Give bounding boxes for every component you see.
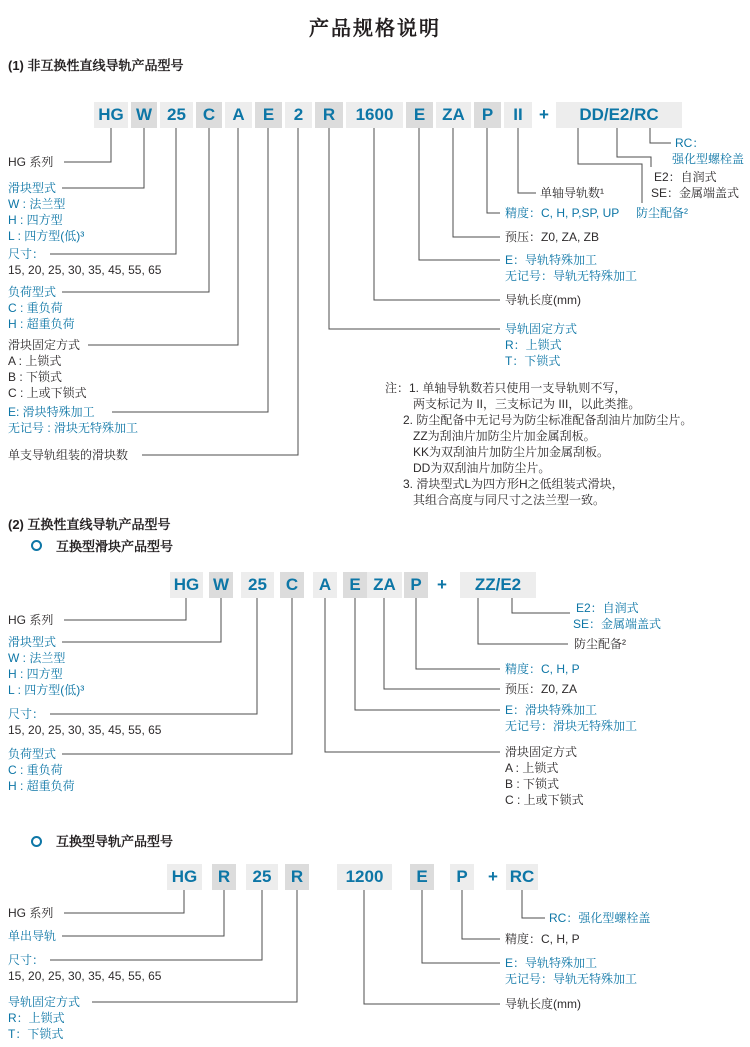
s3-code-e: E bbox=[410, 864, 434, 890]
s1-rail-special-none: 无记号：导轨无特殊加工 bbox=[505, 269, 638, 283]
s2-code-plus: + bbox=[437, 575, 447, 594]
bullet-circle-icon bbox=[31, 540, 42, 551]
s1-block-type-w: W : 法兰型 bbox=[8, 197, 66, 211]
s2-label-block-type bbox=[8, 634, 84, 698]
s2-code-w: W bbox=[209, 572, 233, 598]
s1-label-mount bbox=[8, 337, 87, 401]
s1-note-line-3: 2. 防尘配备中无记号为防尘标准配备刮油片加防尘片。 bbox=[403, 413, 693, 427]
s1-label-precision: 精度：C, H, P,SP, UP bbox=[505, 206, 620, 220]
s1-code-e2: E bbox=[406, 102, 433, 128]
s2-code-e: E bbox=[343, 572, 367, 598]
s1-label-rail-count: 单轴导轨数¹ bbox=[540, 186, 604, 200]
s2-special-none: 无记号：滑块无特殊加工 bbox=[505, 719, 638, 733]
s1-special-e: E: 滑块特殊加工 bbox=[8, 405, 95, 419]
s1-label-size bbox=[8, 246, 161, 278]
s3-code-r1: R bbox=[212, 864, 236, 890]
s1-code-e1: E bbox=[255, 102, 282, 128]
s1-code-25: 25 bbox=[160, 102, 193, 128]
s3-label-rail-special bbox=[505, 955, 637, 987]
s3-label-single-rail: 单出导轨 bbox=[8, 929, 57, 943]
s3-size-values: 15, 20, 25, 30, 35, 45, 55, 65 bbox=[8, 969, 162, 983]
s1-note-line-7: 3. 滑块型式L为四方形H之低组装式滑块， bbox=[403, 477, 624, 491]
s1-code-za: ZA bbox=[436, 102, 471, 128]
s3-code-hg: HG bbox=[167, 864, 202, 890]
s1-mount-title: 滑块固定方式 bbox=[8, 338, 81, 352]
s2-mount-a: A : 上锁式 bbox=[505, 761, 559, 775]
s1-code-w: W bbox=[131, 102, 157, 128]
s1-label-series: HG 系列 bbox=[8, 155, 54, 169]
s1-label-load bbox=[8, 284, 75, 332]
s1-code-p: P bbox=[474, 102, 501, 128]
s1-special-none: 无记号 : 滑块无特殊加工 bbox=[8, 421, 139, 435]
s2-label-precision: 精度：C, H, P bbox=[505, 662, 580, 676]
s1-note-line-8: 其组合高度与同尺寸之法兰型一致。 bbox=[413, 493, 606, 507]
s2-code-c: C bbox=[280, 572, 304, 598]
s2-label-preload: 预压：Z0, ZA bbox=[505, 682, 578, 696]
s2-label-se: SE：金属端盖式 bbox=[573, 617, 662, 631]
section2-heading: (2) 互换性直线导轨产品型号 bbox=[8, 517, 171, 532]
s3-rail-mount-r: R：上锁式 bbox=[8, 1011, 65, 1025]
s3-label-rail-length: 导轨长度(mm) bbox=[505, 997, 581, 1011]
s3-size-title: 尺寸： bbox=[8, 953, 45, 967]
s2-size-title: 尺寸： bbox=[8, 707, 45, 721]
s1-label-se: SE：金属端盖式 bbox=[651, 186, 740, 200]
s2-label-size bbox=[8, 706, 161, 738]
s1-code-hg: HG bbox=[94, 102, 128, 128]
s2-block-type-l: L : 四方型(低)³ bbox=[8, 683, 85, 697]
s2-load-c: C : 重负荷 bbox=[8, 763, 63, 777]
s2-code-a: A bbox=[313, 572, 337, 598]
s1-label-block-type bbox=[8, 180, 84, 244]
s3-code-1200: 1200 bbox=[337, 864, 392, 890]
s3-label-rc: RC：强化型螺栓盖 bbox=[549, 911, 651, 925]
s1-block-type-title: 滑块型式 bbox=[8, 181, 57, 195]
section3-subheading: 互换型导轨产品型号 bbox=[56, 834, 174, 849]
s1-note-line-6: DD为双刮油片加防尘片。 bbox=[413, 461, 551, 475]
s3-label-size bbox=[8, 952, 161, 984]
s1-label-preload: 预压：Z0, ZA, ZB bbox=[505, 230, 600, 244]
s1-label-dust: 防尘配备² bbox=[636, 206, 688, 220]
s3-code-p: P bbox=[450, 864, 474, 890]
s1-label-rail-mount bbox=[505, 321, 577, 369]
s1-load-h: H : 超重负荷 bbox=[8, 317, 75, 331]
s1-label-e2: E2：自润式 bbox=[654, 170, 717, 184]
s1-rail-special-e: E：导轨特殊加工 bbox=[505, 253, 598, 267]
s3-rail-mount-title: 导轨固定方式 bbox=[8, 995, 81, 1009]
s3-code-25: 25 bbox=[246, 864, 278, 890]
s3-label-series: HG 系列 bbox=[8, 906, 54, 920]
s3-rail-mount-t: T：下锁式 bbox=[8, 1027, 64, 1041]
s1-label-rc-title: RC： bbox=[675, 136, 705, 150]
s1-code-r: R bbox=[315, 102, 343, 128]
s1-load-title: 负荷型式 bbox=[8, 285, 57, 299]
s2-code-p: P bbox=[404, 572, 428, 598]
s1-code-1600: 1600 bbox=[346, 102, 403, 128]
s3-rail-special-e: E：导轨特殊加工 bbox=[505, 956, 598, 970]
s1-rail-mount-title: 导轨固定方式 bbox=[505, 322, 578, 336]
s1-note-line-5: KK为双刮油片加防尘片加金属刮板。 bbox=[413, 445, 610, 459]
s3-code-r2: R bbox=[285, 864, 309, 890]
s2-block-type-h: H : 四方型 bbox=[8, 667, 63, 681]
s2-label-special bbox=[505, 702, 637, 734]
s2-mount-b: B : 下锁式 bbox=[505, 777, 560, 791]
s3-label-rail-mount bbox=[8, 994, 80, 1042]
s1-label-rc-desc: 强化型螺栓盖 bbox=[672, 152, 745, 166]
s1-size-values: 15, 20, 25, 30, 35, 45, 55, 65 bbox=[8, 263, 162, 277]
s2-label-series: HG 系列 bbox=[8, 613, 54, 627]
s1-mount-b: B : 下锁式 bbox=[8, 370, 63, 384]
s1-label-special bbox=[8, 404, 138, 436]
s1-size-title: 尺寸： bbox=[8, 247, 45, 261]
s2-label-load bbox=[8, 746, 75, 794]
s1-code-2: 2 bbox=[285, 102, 312, 128]
s2-load-title: 负荷型式 bbox=[8, 747, 57, 761]
s1-note-line-1: 注：1. 单轴导轨数若只使用一支导轨则不写， bbox=[385, 381, 627, 395]
s2-code-za: ZA bbox=[367, 572, 402, 598]
s2-mount-title: 滑块固定方式 bbox=[505, 745, 578, 759]
s2-size-values: 15, 20, 25, 30, 35, 45, 55, 65 bbox=[8, 723, 162, 737]
s1-load-c: C : 重负荷 bbox=[8, 301, 63, 315]
s3-label-precision: 精度：C, H, P bbox=[505, 932, 580, 946]
s1-block-type-h: H : 四方型 bbox=[8, 213, 63, 227]
s1-mount-c: C : 上或下锁式 bbox=[8, 386, 87, 400]
s2-mount-c: C : 上或下锁式 bbox=[505, 793, 584, 807]
s1-mount-a: A : 上锁式 bbox=[8, 354, 62, 368]
page-title: 产品规格说明 bbox=[309, 18, 441, 40]
s1-label-rail-length: 导轨长度(mm) bbox=[505, 293, 581, 307]
bullet-circle-icon bbox=[31, 836, 42, 847]
s3-code-rc: RC bbox=[506, 864, 538, 890]
s2-load-h: H : 超重负荷 bbox=[8, 779, 75, 793]
s2-code-zze2: ZZ/E2 bbox=[460, 572, 536, 598]
s1-code-c: C bbox=[196, 102, 222, 128]
s1-label-block-count: 单支导轨组装的滑块数 bbox=[8, 448, 129, 462]
s1-code-ddе2rc: DD/E2/RC bbox=[556, 102, 682, 128]
s3-code-plus: + bbox=[488, 867, 498, 886]
s1-note-line-2: 两支标记为 II，三支标记为 III，以此类推。 bbox=[413, 397, 641, 411]
s2-label-mount bbox=[505, 744, 584, 808]
s1-code-a: A bbox=[225, 102, 252, 128]
s2-code-hg: HG bbox=[170, 572, 203, 598]
s2-block-type-w: W : 法兰型 bbox=[8, 651, 66, 665]
s3-rail-special-none: 无记号：导轨无特殊加工 bbox=[505, 972, 638, 986]
section1-heading: (1) 非互换性直线导轨产品型号 bbox=[8, 58, 184, 73]
s2-code-25: 25 bbox=[241, 572, 274, 598]
s1-label-rail-special bbox=[505, 252, 637, 284]
s1-block-type-l: L : 四方型(低)³ bbox=[8, 229, 85, 243]
s1-code-plus: + bbox=[539, 105, 549, 124]
s2-block-type-title: 滑块型式 bbox=[8, 635, 57, 649]
s1-code-ii: II bbox=[504, 102, 532, 128]
s2-label-e2: E2：自润式 bbox=[576, 601, 639, 615]
s1-rail-mount-t: T：下锁式 bbox=[505, 354, 561, 368]
s2-special-e: E：滑块特殊加工 bbox=[505, 703, 598, 717]
s1-note-line-4: ZZ为刮油片加防尘片加金属刮板。 bbox=[413, 429, 596, 443]
s1-rail-mount-r: R：上锁式 bbox=[505, 338, 562, 352]
s2-label-dust: 防尘配备² bbox=[574, 637, 626, 651]
section2-subheading: 互换型滑块产品型号 bbox=[56, 539, 174, 554]
